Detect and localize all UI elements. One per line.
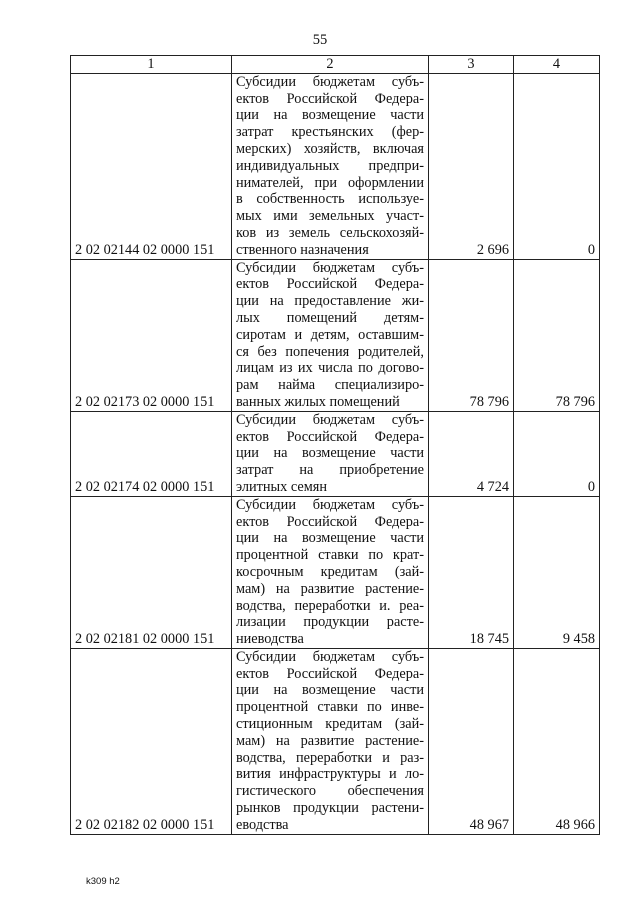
- description-line: ции на возмещение части: [236, 682, 424, 699]
- description-line: ся без попечения родителей,: [236, 343, 424, 360]
- item-description: [232, 411, 429, 496]
- amount-col4: 0: [514, 73, 600, 259]
- description-line: косрочным кредитам (зай-: [236, 563, 424, 580]
- description-line: Субсидии бюджетам субъ-: [236, 411, 424, 428]
- description-line: вития инфраструктуры и ло-: [236, 766, 424, 783]
- description-line: ектов Российской Федера-: [236, 513, 424, 530]
- column-header-3: 3: [429, 56, 514, 74]
- column-header-1: 1: [71, 56, 232, 74]
- table-row: [71, 259, 600, 411]
- amount-col3: 18 745: [429, 496, 514, 648]
- column-header-2: 2: [232, 56, 429, 74]
- description-line: элитных семян: [236, 478, 328, 495]
- item-description: [232, 496, 429, 648]
- description-line: ции на возмещение части: [236, 445, 424, 462]
- description-line: процентной ставки по крат-: [236, 547, 424, 564]
- description-line: ков из земель сельскохозяй-: [236, 224, 424, 241]
- budget-code: 2 02 02173 02 0000 151: [71, 259, 232, 411]
- description-line: ванных жилых помещений: [236, 393, 400, 410]
- item-description: [232, 259, 429, 411]
- description-line: нимателей, при оформлении: [236, 174, 424, 191]
- description-line: затрат крестьянских (фер-: [236, 124, 424, 141]
- amount-col4: 9 458: [514, 496, 600, 648]
- table-row: [71, 73, 600, 259]
- description-line: процентной ставки по инве-: [236, 699, 424, 716]
- column-header-4: 4: [514, 56, 600, 74]
- description-line: ции на возмещение части: [236, 107, 424, 124]
- item-description: [232, 648, 429, 834]
- description-line: ектов Российской Федера-: [236, 428, 424, 445]
- description-line: гистического обеспечения: [236, 783, 424, 800]
- item-description: [232, 73, 429, 259]
- description-line: затрат на приобретение: [236, 462, 424, 479]
- table-row: [71, 648, 600, 834]
- page-number: 55: [312, 32, 328, 48]
- description-line: водства, переработки и раз-: [236, 749, 424, 766]
- description-line: стиционным кредитам (зай-: [236, 716, 424, 733]
- amount-col4: 78 796: [514, 259, 600, 411]
- description-line: лицам из их числа по догово-: [236, 360, 424, 377]
- description-line: ектов Российской Федера-: [236, 90, 424, 107]
- budget-code: 2 02 02174 02 0000 151: [71, 411, 232, 496]
- description-line: Субсидии бюджетам субъ-: [236, 73, 424, 90]
- description-line: рынков продукции растени-: [236, 800, 424, 817]
- budget-code: 2 02 02144 02 0000 151: [71, 73, 232, 259]
- description-line: лых помещений детям-: [236, 309, 424, 326]
- description-line: Субсидии бюджетам субъ-: [236, 496, 424, 513]
- description-line: ектов Российской Федера-: [236, 665, 424, 682]
- description-line: мам) на развитие растение-: [236, 732, 424, 749]
- description-line: мам) на развитие растение-: [236, 580, 424, 597]
- description-line: мых ими земельных участ-: [236, 208, 424, 225]
- amount-col3: 4 724: [429, 411, 514, 496]
- description-line: ции на предоставление жи-: [236, 293, 424, 310]
- amount-col4: 48 966: [514, 648, 600, 834]
- budget-code: 2 02 02181 02 0000 151: [71, 496, 232, 648]
- amount-col3: 2 696: [429, 73, 514, 259]
- description-line: Субсидии бюджетам субъ-: [236, 648, 424, 665]
- budget-code: 2 02 02182 02 0000 151: [71, 648, 232, 834]
- description-line: Субсидии бюджетам субъ-: [236, 259, 424, 276]
- amount-col3: 48 967: [429, 648, 514, 834]
- description-line: лизации продукции расте-: [236, 614, 424, 631]
- description-line: в собственность используе-: [236, 191, 424, 208]
- description-line: ектов Российской Федера-: [236, 276, 424, 293]
- header-row: [71, 56, 600, 74]
- description-line: еводства: [236, 816, 289, 833]
- budget-table: [70, 55, 600, 835]
- table-row: [71, 411, 600, 496]
- description-line: водства, переработки и. реа-: [236, 597, 424, 614]
- description-line: ции на возмещение части: [236, 530, 424, 547]
- description-line: индивидуальных предпри-: [236, 157, 424, 174]
- table-row: [71, 496, 600, 648]
- description-line: рам найма специализиро-: [236, 377, 424, 394]
- description-line: ниеводства: [236, 631, 304, 648]
- description-line: ственного назначения: [236, 241, 369, 258]
- description-line: мерских) хозяйств, включая: [236, 140, 424, 157]
- amount-col3: 78 796: [429, 259, 514, 411]
- description-line: сиротам и детям, оставшим-: [236, 326, 424, 343]
- document-reference: k309 h2: [86, 876, 120, 887]
- amount-col4: 0: [514, 411, 600, 496]
